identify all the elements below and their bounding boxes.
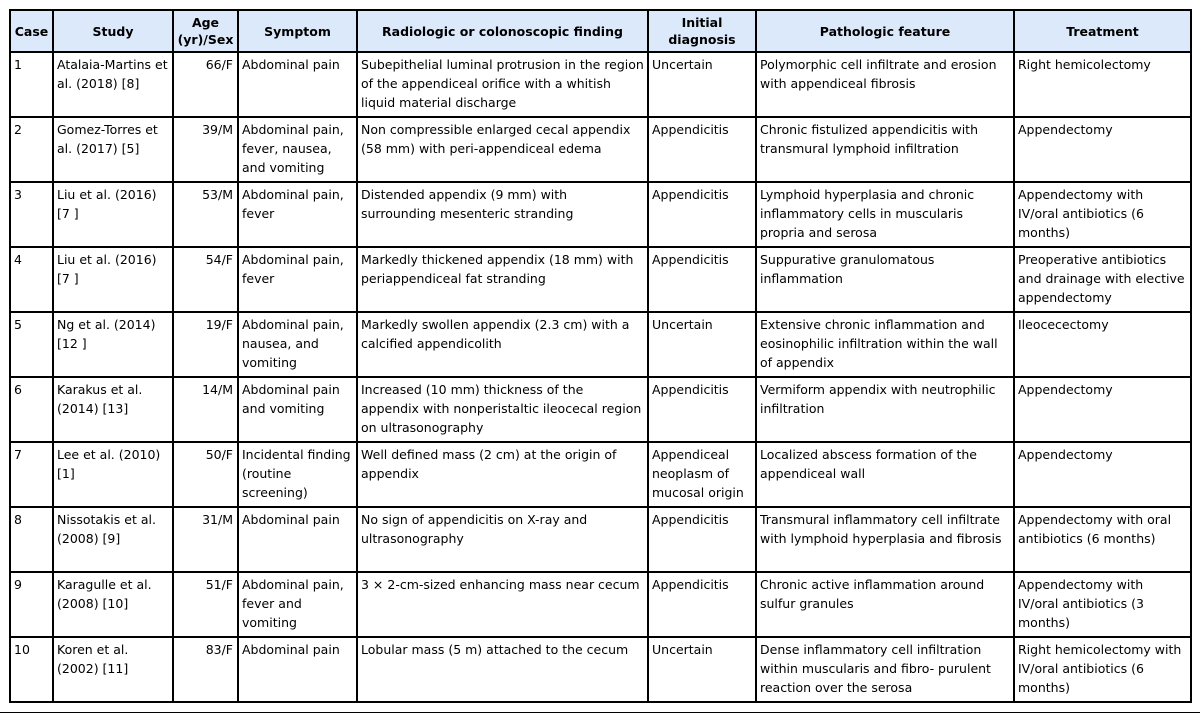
cell-treatment: Ileocecectomy — [1014, 312, 1191, 377]
cell-diagnosis: Appendiceal neoplasm of mucosal origin — [648, 442, 756, 507]
bottom-rule — [0, 712, 1200, 713]
case-table — [9, 9, 1192, 703]
cell-age-sex: 31/M — [173, 507, 238, 572]
cell-symptom: Abdominal pain, fever — [238, 247, 357, 312]
cell-case: 3 — [10, 182, 53, 247]
cell-diagnosis: Uncertain — [648, 52, 756, 117]
cell-treatment: Appendectomy with IV/oral antibiotics (6 months) — [1014, 182, 1191, 247]
cell-symptom: Abdominal pain, fever and vomiting — [238, 572, 357, 637]
table-row — [10, 312, 1191, 377]
cell-finding: Markedly thickened appendix (18 mm) with periappendiceal fat stranding — [357, 247, 648, 312]
cell-treatment: Appendectomy with IV/oral antibiotics (3 months) — [1014, 572, 1191, 637]
table-row — [10, 637, 1191, 702]
cell-study: Gomez-Torres et al. (2017) [5] — [53, 117, 173, 182]
header-diagnosis: Initial diagnosis — [648, 10, 756, 52]
cell-study: Liu et al. (2016) [7 ] — [53, 182, 173, 247]
cell-study: Lee et al. (2010) [1] — [53, 442, 173, 507]
cell-symptom: Incidental finding (routine screening) — [238, 442, 357, 507]
cell-case: 9 — [10, 572, 53, 637]
cell-diagnosis: Uncertain — [648, 637, 756, 702]
cell-finding: No sign of appendicitis on X-ray and ultrasonography — [357, 507, 648, 572]
cell-pathology: Polymorphic cell infiltrate and erosion with appendiceal fibrosis — [756, 52, 1014, 117]
cell-treatment: Appendectomy — [1014, 442, 1191, 507]
table-row — [10, 117, 1191, 182]
cell-case: 2 — [10, 117, 53, 182]
cell-pathology: Suppurative granulomatous inflammation — [756, 247, 1014, 312]
cell-diagnosis: Appendicitis — [648, 182, 756, 247]
cell-diagnosis: Appendicitis — [648, 572, 756, 637]
cell-finding: 3 × 2-cm-sized enhancing mass near cecum — [357, 572, 648, 637]
cell-age-sex: 39/M — [173, 117, 238, 182]
cell-diagnosis: Uncertain — [648, 312, 756, 377]
header-treatment: Treatment — [1014, 10, 1191, 52]
cell-symptom: Abdominal pain, fever, nausea, and vomiting — [238, 117, 357, 182]
table-row — [10, 377, 1191, 442]
cell-age-sex: 83/F — [173, 637, 238, 702]
cell-symptom: Abdominal pain, nausea, and vomiting — [238, 312, 357, 377]
cell-treatment: Appendectomy — [1014, 117, 1191, 182]
cell-case: 5 — [10, 312, 53, 377]
cell-diagnosis: Appendicitis — [648, 377, 756, 442]
cell-case: 8 — [10, 507, 53, 572]
cell-study: Karakus et al. (2014) [13] — [53, 377, 173, 442]
cell-study: Karagulle et al. (2008) [10] — [53, 572, 173, 637]
table-row — [10, 442, 1191, 507]
cell-symptom: Abdominal pain — [238, 52, 357, 117]
cell-finding: Well defined mass (2 cm) at the origin of appendix — [357, 442, 648, 507]
cell-case: 4 — [10, 247, 53, 312]
cell-treatment: Appendectomy with oral antibiotics (6 months) — [1014, 507, 1191, 572]
cell-diagnosis: Appendicitis — [648, 117, 756, 182]
cell-pathology: Dense inflammatory cell infiltration within muscularis and fibro- purulent reaction over the serosa — [756, 637, 1014, 702]
cell-symptom: Abdominal pain — [238, 637, 357, 702]
table-row — [10, 507, 1191, 572]
cell-study: Nissotakis et al. (2008) [9] — [53, 507, 173, 572]
table-row — [10, 52, 1191, 117]
cell-symptom: Abdominal pain, fever — [238, 182, 357, 247]
cell-symptom: Abdominal pain — [238, 507, 357, 572]
cell-pathology: Localized abscess formation of the appendiceal wall — [756, 442, 1014, 507]
cell-pathology: Extensive chronic inflammation and eosinophilic infiltration within the wall of appendix — [756, 312, 1014, 377]
table-row — [10, 247, 1191, 312]
cell-case: 10 — [10, 637, 53, 702]
header-study: Study — [53, 10, 173, 52]
cell-finding: Markedly swollen appendix (2.3 cm) with a calcified appendicolith — [357, 312, 648, 377]
cell-age-sex: 53/M — [173, 182, 238, 247]
cell-pathology: Transmural inflammatory cell infiltrate with lymphoid hyperplasia and fibrosis — [756, 507, 1014, 572]
cell-finding: Subepithelial luminal protrusion in the region of the appendiceal orifice with a whitish liquid material discharge — [357, 52, 648, 117]
header-row — [10, 10, 1191, 52]
cell-finding: Distended appendix (9 mm) with surrounding mesenteric stranding — [357, 182, 648, 247]
cell-treatment: Right hemicolectomy with IV/oral antibiotics (6 months) — [1014, 637, 1191, 702]
header-pathology: Pathologic feature — [756, 10, 1014, 52]
table-row — [10, 572, 1191, 637]
cell-finding: Non compressible enlarged cecal appendix (58 mm) with peri-appendiceal edema — [357, 117, 648, 182]
cell-finding: Lobular mass (5 m) attached to the cecum — [357, 637, 648, 702]
cell-age-sex: 50/F — [173, 442, 238, 507]
cell-case: 1 — [10, 52, 53, 117]
cell-age-sex: 51/F — [173, 572, 238, 637]
cell-treatment: Preoperative antibiotics and drainage with elective appendectomy — [1014, 247, 1191, 312]
cell-treatment: Appendectomy — [1014, 377, 1191, 442]
header-finding: Radiologic or colonoscopic finding — [357, 10, 648, 52]
cell-study: Ng et al. (2014) [12 ] — [53, 312, 173, 377]
cell-age-sex: 66/F — [173, 52, 238, 117]
cell-age-sex: 19/F — [173, 312, 238, 377]
cell-study: Koren et al. (2002) [11] — [53, 637, 173, 702]
cell-pathology: Vermiform appendix with neutrophilic infiltration — [756, 377, 1014, 442]
header-age-sex: Age (yr)/Sex — [173, 10, 238, 52]
cell-symptom: Abdominal pain and vomiting — [238, 377, 357, 442]
cell-age-sex: 14/M — [173, 377, 238, 442]
cell-finding: Increased (10 mm) thickness of the appendix with nonperistaltic ileocecal region on ultrasonography — [357, 377, 648, 442]
cell-diagnosis: Appendicitis — [648, 507, 756, 572]
cell-study: Atalaia-Martins et al. (2018) [8] — [53, 52, 173, 117]
table-row — [10, 182, 1191, 247]
cell-pathology: Lymphoid hyperplasia and chronic inflammatory cells in muscularis propria and serosa — [756, 182, 1014, 247]
cell-pathology: Chronic active inflammation around sulfur granules — [756, 572, 1014, 637]
table-body — [10, 52, 1191, 702]
cell-case: 6 — [10, 377, 53, 442]
cell-pathology: Chronic fistulized appendicitis with transmural lymphoid infiltration — [756, 117, 1014, 182]
header-symptom: Symptom — [238, 10, 357, 52]
cell-age-sex: 54/F — [173, 247, 238, 312]
header-case: Case — [10, 10, 53, 52]
cell-treatment: Right hemicolectomy — [1014, 52, 1191, 117]
cell-case: 7 — [10, 442, 53, 507]
cell-diagnosis: Appendicitis — [648, 247, 756, 312]
cell-study: Liu et al. (2016) [7 ] — [53, 247, 173, 312]
